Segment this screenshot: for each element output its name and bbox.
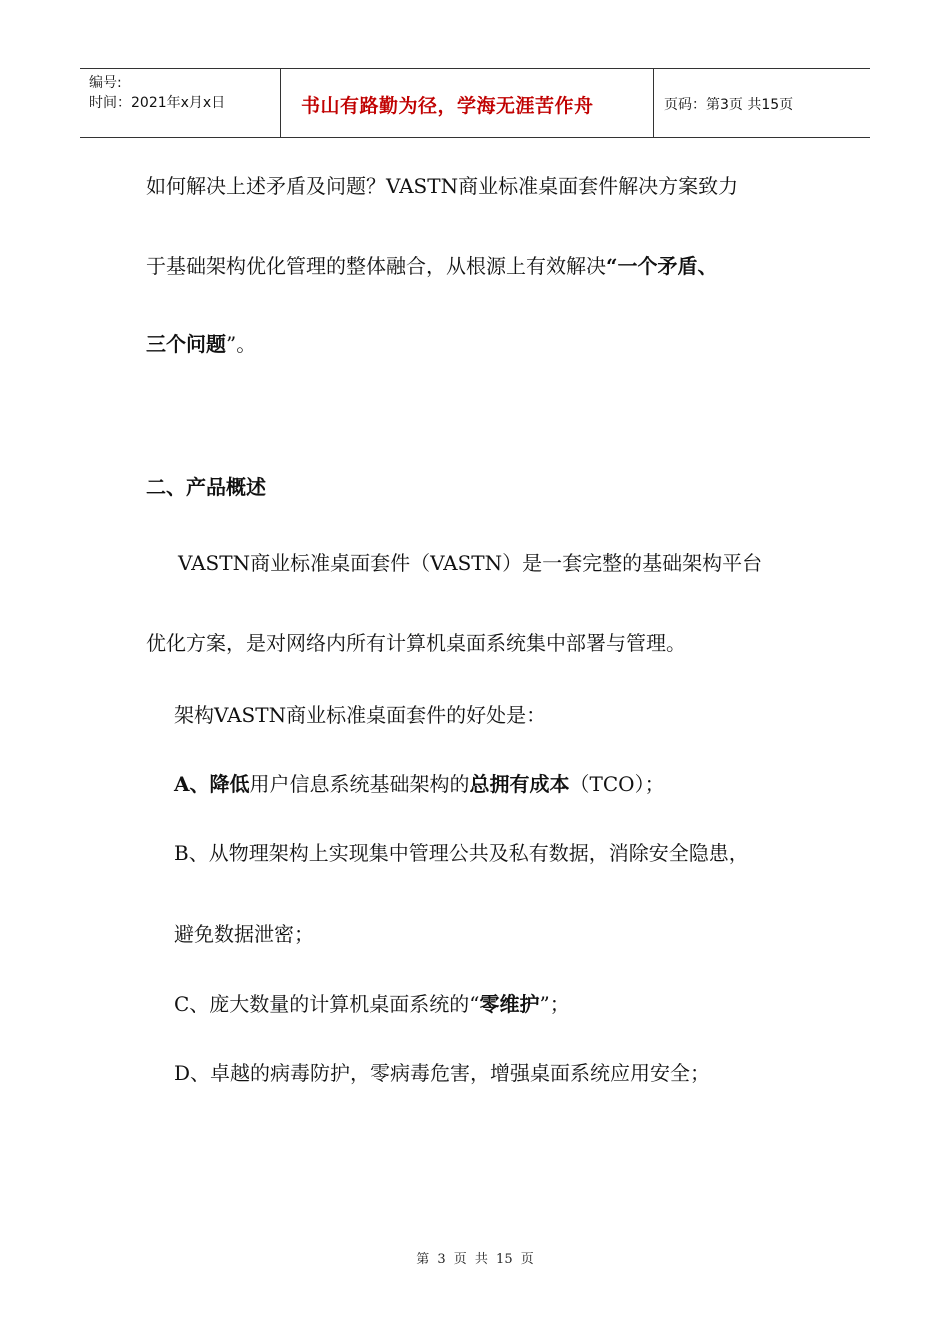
overview-line-1: VASTN商业标准桌面套件（VASTN）是一套完整的基础架构平台 — [178, 551, 763, 575]
benefit-a-bold-2: 总拥有成本 — [469, 772, 570, 796]
header-motto-cell — [281, 69, 654, 137]
intro-line-3 — [146, 334, 256, 354]
header-motto: 书山有路勤为径，学海无涯苦作舟 — [301, 95, 594, 117]
benefit-c-text-2: ”； — [539, 992, 570, 1016]
benefit-item-b-line-1: B、从物理架构上实现集中管理公共及私有数据，消除安全隐患， — [174, 841, 749, 865]
benefit-item-b-line-2: 避免数据泄密； — [174, 922, 314, 946]
benefits-intro: 架构VASTN商业标准桌面套件的好处是： — [174, 703, 547, 727]
overview-line-2: 优化方案，是对网络内所有计算机桌面系统集中部署与管理。 — [146, 631, 686, 655]
section-heading-text: 二、产品概述 — [146, 475, 266, 499]
header-page-number: 页码：第3页 共15页 — [664, 97, 794, 113]
benefit-item-d: D、卓越的病毒防护，零病毒危害，增强桌面系统应用安全； — [174, 1061, 711, 1085]
document-time-label: 时间：2021年x月x日 — [89, 95, 226, 111]
benefit-item-c — [174, 994, 570, 1014]
header-meta-cell — [80, 69, 281, 137]
intro-line-2-text: 于基础架构优化管理的整体融合，从根源上有效解决 — [146, 254, 606, 278]
header-page-cell — [654, 69, 870, 137]
benefit-c-bold: 零维护 — [479, 992, 540, 1016]
benefit-a-text-2: （TCO）； — [569, 772, 665, 796]
section-heading — [146, 477, 266, 497]
benefit-a-bold-1: A、降低 — [174, 772, 250, 796]
intro-line-2-emphasis: “一个矛盾、 — [606, 254, 718, 278]
intro-line-3-text: ”。 — [226, 332, 257, 356]
benefit-c-text-1: C、庞大数量的计算机桌面系统的“ — [174, 992, 480, 1016]
document-header — [80, 68, 870, 138]
benefit-item-a — [174, 774, 665, 794]
intro-line-2 — [146, 256, 718, 276]
document-number-label: 编号: — [89, 75, 122, 91]
page-footer: 第 3 页 共 15 页 — [416, 1252, 534, 1267]
intro-line-1: 如何解决上述矛盾及问题？VASTN商业标准桌面套件解决方案致力 — [146, 174, 739, 198]
benefit-a-text-1: 用户信息系统基础架构的 — [249, 772, 470, 796]
intro-line-3-emphasis: 三个问题 — [146, 332, 226, 356]
